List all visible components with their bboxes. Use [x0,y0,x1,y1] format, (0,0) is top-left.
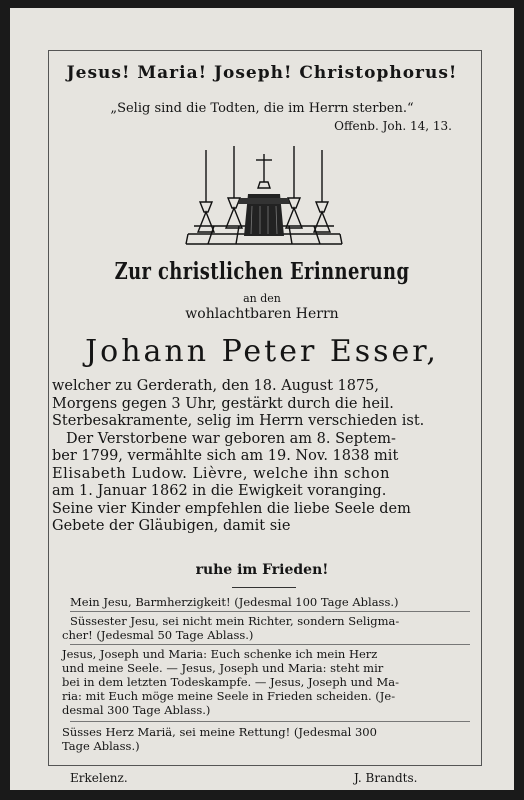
divider [70,721,470,722]
prayer-line: bei in dem letzten Todeskampfe. — Jesus, Joseph und Ma- [62,675,399,689]
body-line: Seine vier Kinder empfehlen die liebe Seele dem [52,500,411,517]
prayer-line: ria: mit Euch möge meine Seele in Frieden scheiden. (Je- [62,689,396,703]
body-line: Gebete der Gläubigen, damit sie [52,518,291,534]
scripture-reference: Offenb. Joh. 14, 13. [334,119,452,133]
body-line: ber 1799, vermählte sich am 19. Nov. 1838 mit [52,448,399,464]
prayer-line: desmal 300 Tage Ablass.) [62,703,211,717]
body-line: Elisabeth Ludow. Lièvre, welche ihn schon [52,465,391,482]
deceased-name: Johann Peter Esser, [85,334,439,369]
prayer-line: Jesus, Joseph und Maria: Euch schenke ich mein Herz [62,647,378,661]
biography-text [52,378,472,536]
printer-location: Erkelenz. [70,771,128,785]
prayer-line: Mein Jesu, Barmherzigkeit! (Jedesmal 100 Tage Ablass.) [70,595,399,609]
dedication-herrn: wohlachtbaren Herrn [185,306,339,322]
prayer-4 [62,725,470,753]
body-line: Morgens gegen 3 Uhr, gestärkt durch die heil. [52,395,394,412]
memorial-title: Zur christlichen Erinnerung [114,258,410,285]
dedication-an: an den [243,292,281,305]
prayer-2 [62,614,470,642]
altar-illustration [184,140,344,252]
prayer-1 [62,595,470,609]
closing-phrase: ruhe im Frieden! [195,562,329,578]
invocation-header: Jesus! Maria! Joseph! Christophorus! [66,63,458,83]
body-line: Sterbesakramente, selig im Herrn verschieden ist. [52,413,425,429]
prayer-line: Süssester Jesu, sei nicht mein Richter, sondern Seligma- [70,614,400,628]
scripture-quote: „Selig sind die Todten, die im Herrn sterben.“ [110,101,414,116]
printer-name: J. Brandts. [354,771,418,785]
body-line: welcher zu Gerderath, den 18. August 1875, [52,378,380,394]
divider [70,644,470,645]
body-line: am 1. Januar 1862 in die Ewigkeit voranging. [52,483,387,499]
prayer-line: und meine Seele. — Jesus, Joseph und Maria: steht mir [62,661,384,675]
prayer-line: cher! (Jedesmal 50 Tage Ablass.) [62,628,254,642]
divider [232,587,296,588]
prayer-line: Süsses Herz Mariä, sei meine Rettung! (Jedesmal 300 [62,725,377,739]
divider [70,611,470,612]
body-line: Der Verstorbene war geboren am 8. Septem- [66,430,396,447]
prayer-line: Tage Ablass.) [62,739,140,753]
prayer-3 [62,647,470,717]
